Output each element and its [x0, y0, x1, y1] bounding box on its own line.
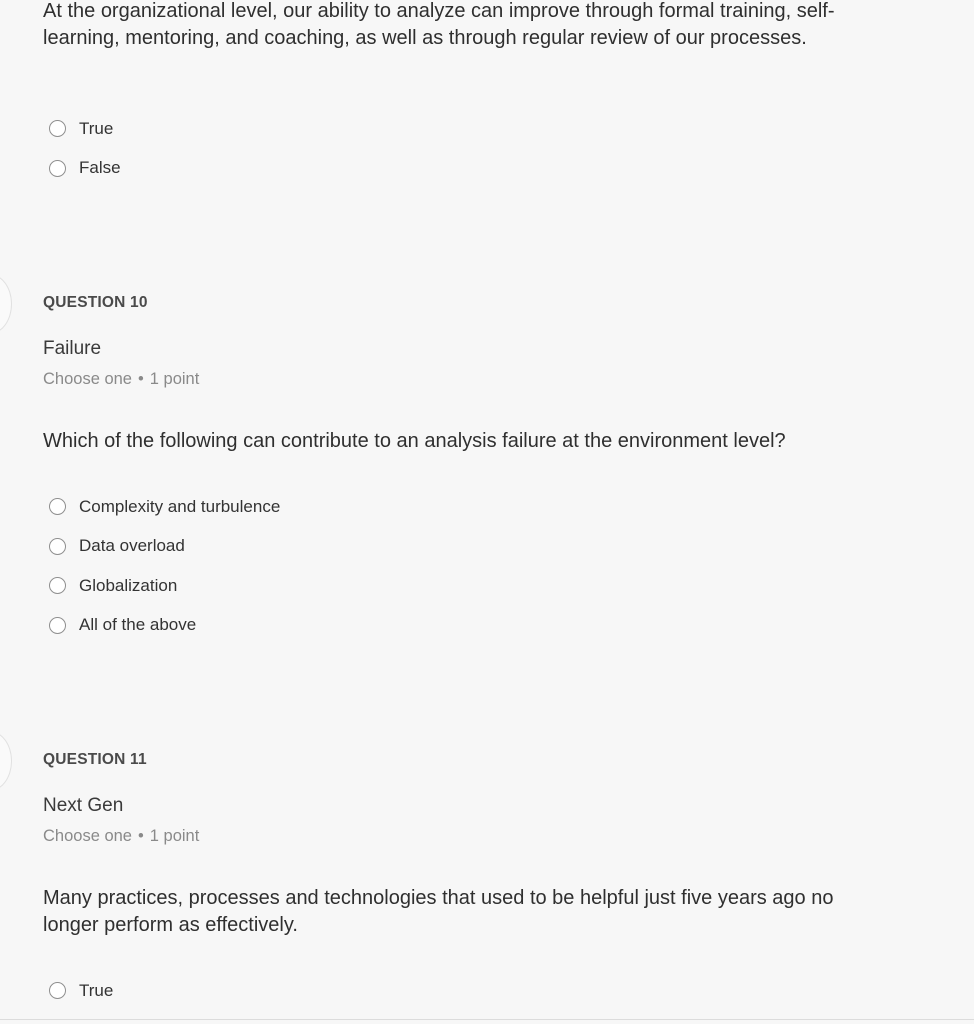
question-10-meta: [43, 370, 199, 389]
option-label: Complexity and turbulence: [79, 496, 281, 516]
question-10-option-globalization[interactable]: [49, 566, 280, 606]
question-9-options: [49, 109, 121, 188]
option-label: Globalization: [79, 575, 178, 595]
radio-button[interactable]: [49, 538, 66, 555]
radio-button[interactable]: [49, 120, 66, 137]
question-11-option-true[interactable]: [49, 971, 113, 1011]
points-label: 1 point: [149, 827, 200, 845]
radio-button[interactable]: [49, 577, 66, 594]
question-11-meta: [43, 827, 199, 846]
option-label: All of the above: [79, 615, 197, 635]
question-10-option-data-overload[interactable]: [49, 527, 280, 567]
question-9-prompt: At the organizational level, our ability to analyze can improve through formal training, self-learning, mentoring, and coaching, as well as through regular review of our processes.: [43, 0, 835, 49]
question-10-prompt: Which of the following can contribute to an analysis failure at the environment level?: [43, 430, 786, 452]
separator-dot: •: [138, 827, 144, 845]
question-11-number: QUESTION 11: [43, 751, 147, 768]
choose-one-label: Choose one: [43, 827, 132, 845]
question-10-options: [49, 487, 280, 645]
option-label: True: [79, 118, 114, 138]
radio-button[interactable]: [49, 160, 66, 177]
radio-button[interactable]: [49, 498, 66, 515]
option-label: Data overload: [79, 536, 185, 556]
radio-button[interactable]: [49, 617, 66, 634]
question-11-marker: [0, 731, 12, 791]
question-11-prompt: Many practices, processes and technologies that used to be helpful just five years ago no longer perform as effectively.: [43, 887, 834, 936]
question-10-title: Failure: [43, 338, 102, 359]
points-label: 1 point: [149, 370, 200, 388]
question-10-marker: [0, 274, 12, 334]
choose-one-label: Choose one: [43, 370, 132, 388]
option-label: False: [79, 158, 121, 178]
radio-button[interactable]: [49, 982, 66, 999]
divider: [0, 1019, 974, 1020]
separator-dot: •: [138, 370, 144, 388]
question-11-options: [49, 971, 113, 1011]
option-label: True: [79, 980, 114, 1000]
question-10-option-all[interactable]: [49, 606, 280, 646]
question-10-number: QUESTION 10: [43, 294, 148, 311]
question-11-title: Next Gen: [43, 795, 124, 816]
question-9-option-false[interactable]: [49, 149, 121, 189]
question-9-option-true[interactable]: [49, 109, 121, 149]
question-10-option-complexity[interactable]: [49, 487, 280, 527]
